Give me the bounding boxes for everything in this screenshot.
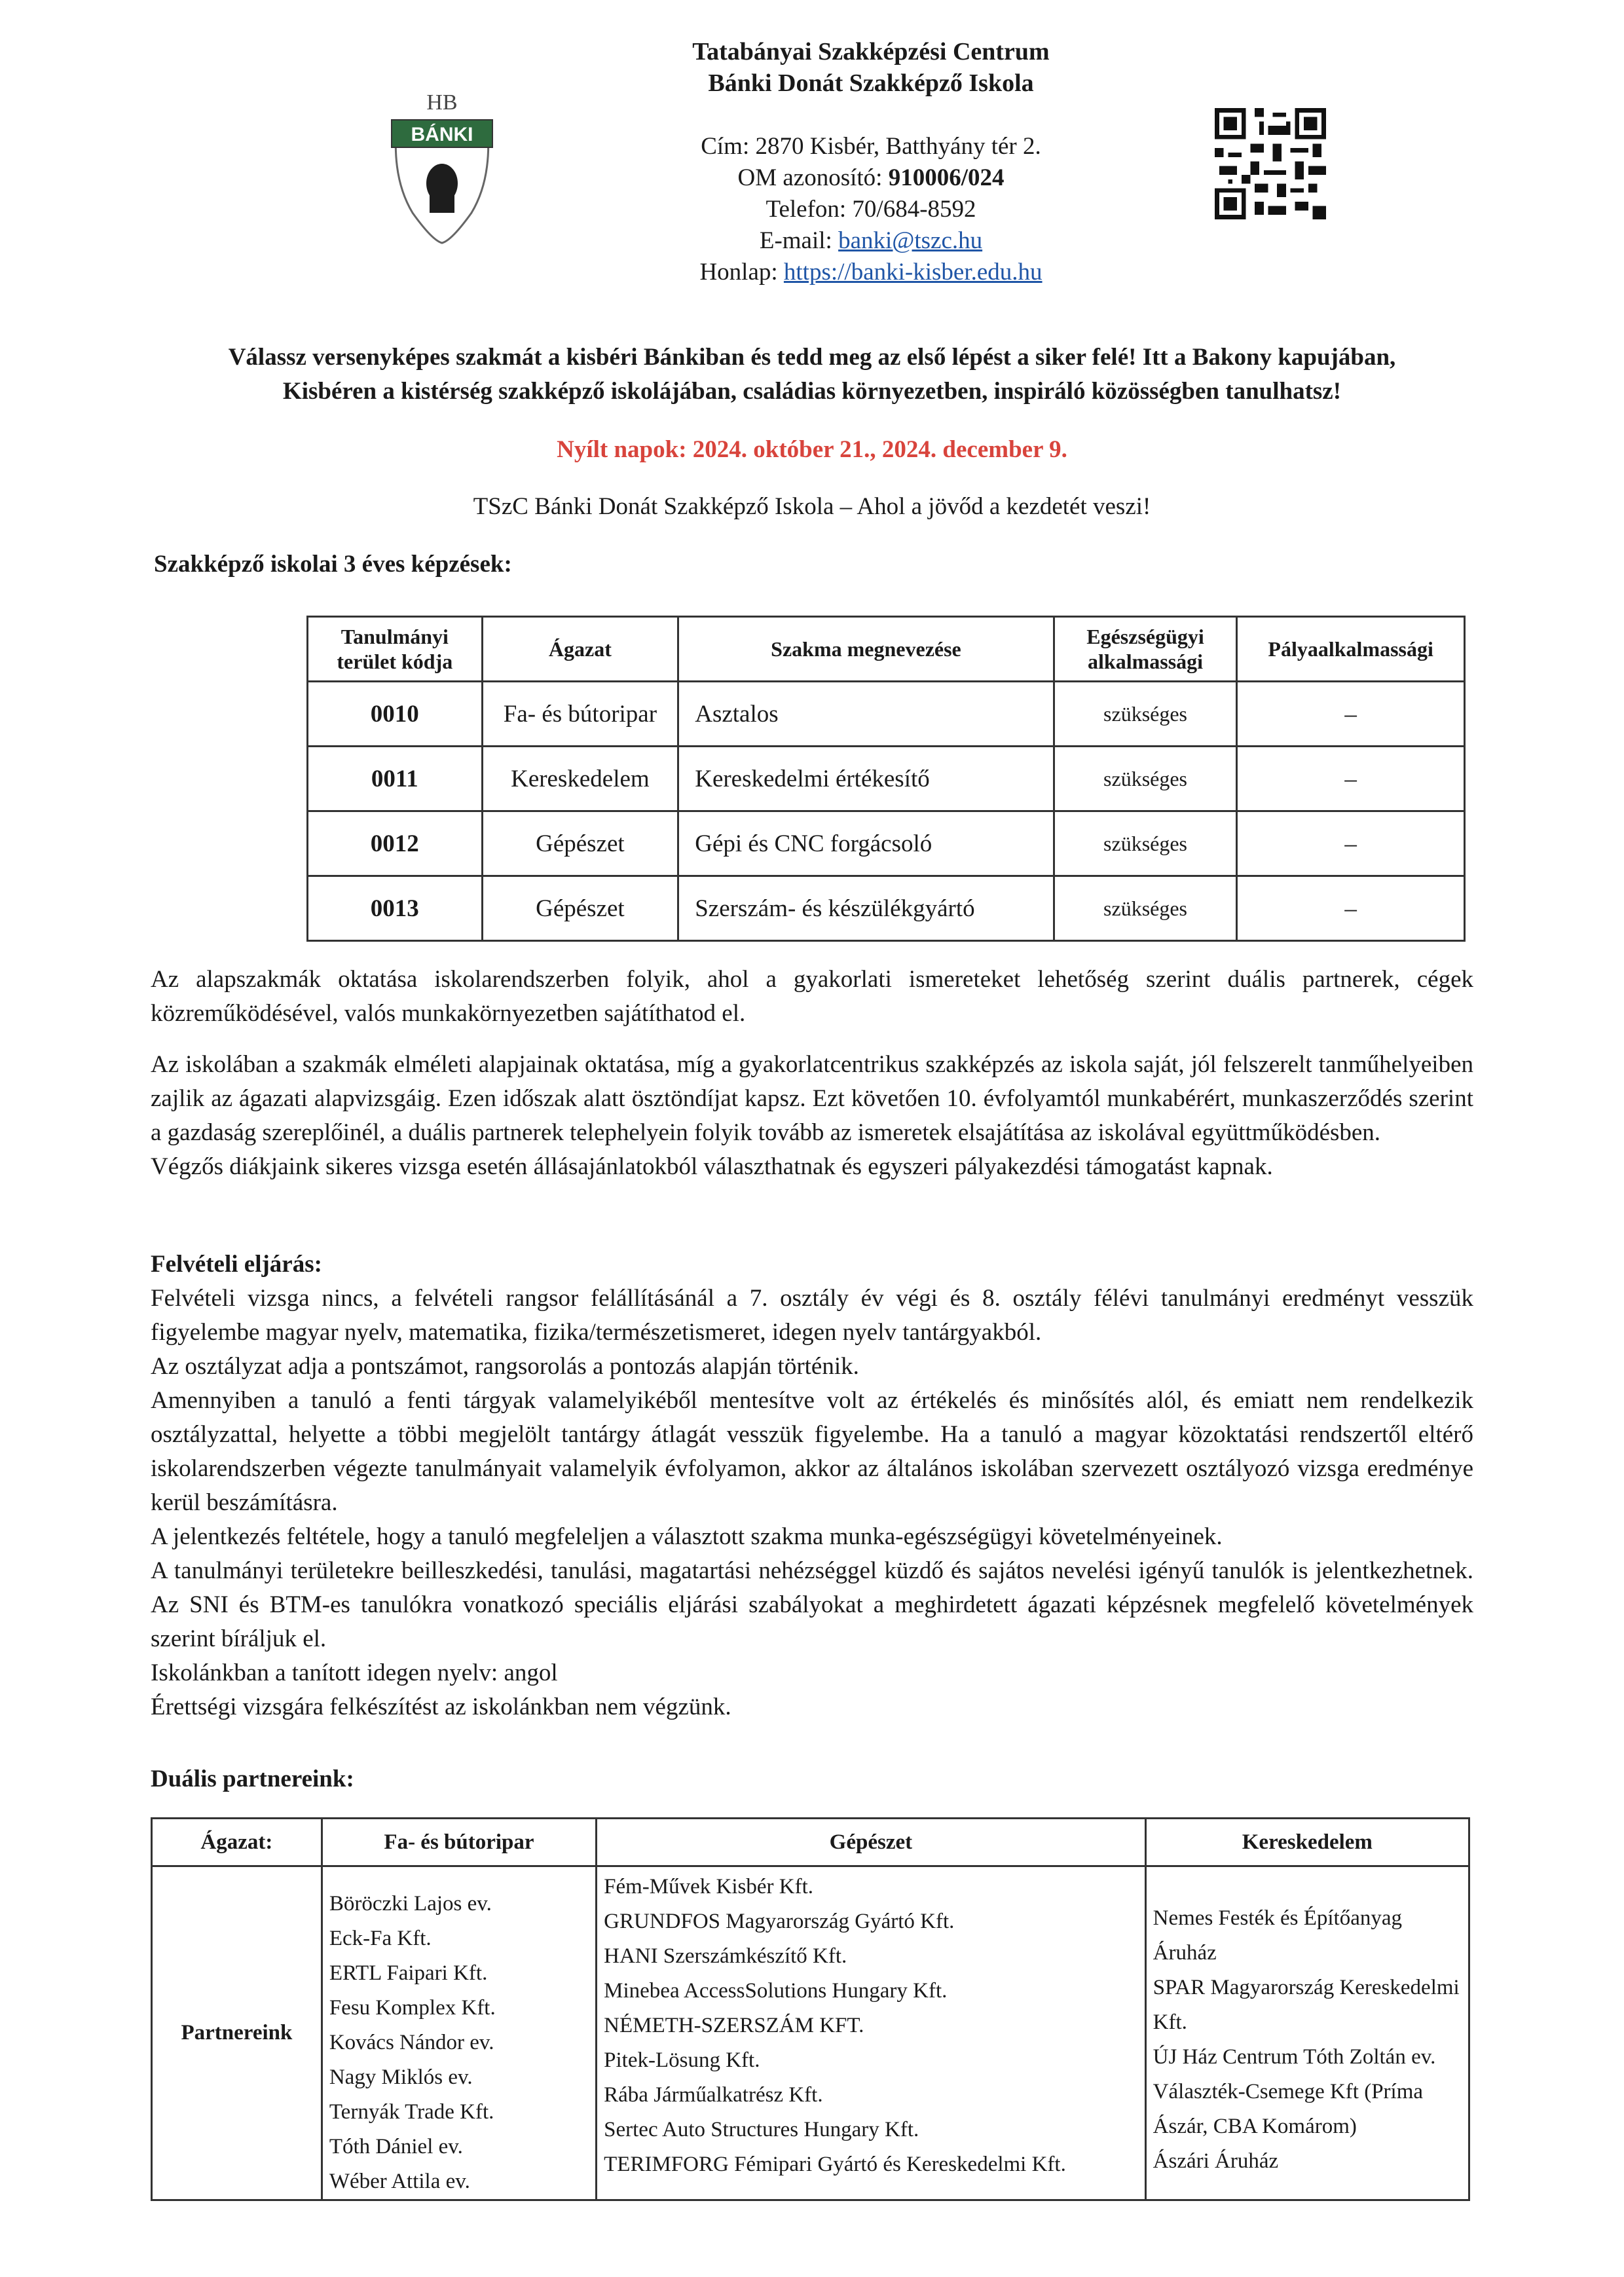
list-item: Pitek-Lösung Kft.	[604, 2048, 760, 2072]
list-item: Tóth Dániel ev.	[329, 2135, 463, 2158]
table-row: 0013 Gépészet Szerszám- és készülékgyártó szükséges –	[308, 876, 1465, 941]
list-item: TERIMFORG Fémipari Gyártó és Kereskedelmi Kft.	[604, 2153, 1066, 2176]
slogan: TSzC Bánki Donát Szakképző Iskola – Ahol a jövőd a kezdetét veszi!	[473, 493, 1151, 520]
col-profession: Szakma megnevezése	[678, 617, 1054, 682]
list-item: Sertec Auto Structures Hungary Kft.	[604, 2118, 919, 2141]
body-paragraph-2: Az iskolában a szakmák elméleti alapjainak oktatása, míg a gyakorlatcentrikus szakképzés az iskola saját, jól felszerelt tanműhelyeiben zajlik az ágazati alapvizsgáig. Ezen időszak alatt ösztöndíjat kapsz. Ezt követően 10. évfolyamtól munkabérért, munkaszerződés szerint a gazdaság szereplőinél, a duális partnerek telephelyein folyik tovább az ismeretek elsajátítása az iskolával együttműködésben. Végzős diákjaink sikeres vizsga esetén állásajánlatokból választhatnak és egyszeri pályakezdési támogatást kapnak.	[151, 1051, 1473, 1180]
school-logo	[386, 69, 498, 246]
admission-section: Felvételi eljárás: Felvételi vizsga nincs, a felvételi rangsor felállításánál a 7. osztály év végi és 8. osztály félévi tanulmányi eredményt vesszük figyelembe magyar nyelv, matematika, fizika/természetismeret, idegen nyelv tantárgyakból. Az osztályzat adja a pontszámot, rangsorolás a pontozás alapján történik. Amennyiben a tanuló a fenti tárgyak valamelyikéből mentesítve volt az értékelés és minősítés alól, és emiatt nem rendelkezik osztályzattal, helyette a többi megjelölt tantárgy átlagát vesszük figyelembe. Ha a tanuló a magyar közoktatási rendszertől eltérő iskolarendszerben végezte tanulmányait valamelyik évfolyamon, akkor az általános iskolában szervezett osztályozó vizsga eredménye kerül beszámításra. A jelentkezés feltétele, hogy a tanuló megfeleljen a választott szakma munka-egészségügyi követelményeinek. A tanulmányi területekre beilleszkedési, tanulási, magatartási nehézséggel küzdő és sajátos nevelési igényű tanulók is jelentkezhetnek. Az SNI és BTM-es tanulókra vonatkozó speciális eljárási szabályokat a meghirdetett ágazati képzésnek megfelelő követelmények szerint bíráljuk el. Iskolánkban a tanított idegen nyelv: angol Érettségi vizsgára felkészítést az iskolánkban nem végzünk.	[151, 1248, 1473, 1724]
trade-partners-list	[1153, 1901, 1462, 2179]
list-item: SPAR Magyarország Kereskedelmi Kft.	[1153, 1976, 1460, 2034]
table-header-row: Ágazat: Fa- és bútoripar Gépészet Kereskedelem	[152, 1819, 1469, 1866]
mech-partners-list	[604, 1870, 1138, 2182]
list-item: GRUNDFOS Magyarország Gyártó Kft.	[604, 1910, 955, 1933]
list-item: Választék-Csemege Kft (Príma Ászár, CBA Komárom)	[1153, 2080, 1424, 2138]
email-line: E-mail: banki@tszc.hu	[759, 227, 983, 254]
address: Cím: 2870 Kisbér, Batthyány tér 2.	[701, 133, 1041, 160]
col-code: Tanulmányi terület kódja	[308, 617, 483, 682]
list-item: NÉMETH-SZERSZÁM KFT.	[604, 2014, 864, 2037]
wood-partners-list	[329, 1887, 589, 2199]
school-header	[576, 36, 1166, 99]
table-row: 0012 Gépészet Gépi és CNC forgácsoló szükséges –	[308, 811, 1465, 876]
list-item: Rába Járműalkatrész Kft.	[604, 2083, 823, 2107]
trainings-title: Szakképző iskolai 3 éves képzések:	[154, 551, 512, 578]
body-paragraph-1: Az alapszakmák oktatása iskolarendszerben folyik, ahol a gyakorlati ismereteket lehetőség szerint duális partnerek, cégek közreműködésével, valós munkakörnyezetben sajátíthatod el.	[151, 966, 1473, 1027]
trainings-table	[306, 616, 1466, 942]
table-row: 0011 Kereskedelem Kereskedelmi értékesítő szükséges –	[308, 747, 1465, 811]
list-item: Minebea AccessSolutions Hungary Kft.	[604, 1979, 948, 2003]
qr-code-icon	[1215, 108, 1326, 219]
intro-text: Válassz versenyképes szakmát a kisbéri Bánkiban és tedd meg az első lépést a siker felé! Itt a Bakony kapujában, Kisbéren a kistérség szakképző iskolájában, családias környezetben, inspiráló közösségben tanulhatsz!	[228, 344, 1396, 405]
admission-title: Felvételi eljárás:	[151, 1251, 322, 1278]
partners-row-label: Partnereink	[152, 1866, 322, 2200]
list-item: Eck-Fa Kft.	[329, 1927, 432, 1950]
partners-title: Duális partnereink:	[151, 1766, 354, 1792]
list-item: Ternyák Trade Kft.	[329, 2100, 494, 2124]
school-name: Bánki Donát Szakképző Iskola	[708, 69, 1034, 97]
col-aptitude: Pályaalkalmassági	[1237, 617, 1465, 682]
list-item: Nagy Miklós ev.	[329, 2065, 473, 2089]
phone: Telefon: 70/684-8592	[766, 196, 976, 223]
om-id: OM azonosító: 910006/024	[737, 164, 1005, 191]
svg-text:HB: HB	[426, 90, 458, 115]
col-sector: Ágazat	[482, 617, 678, 682]
list-item: Böröczki Lajos ev.	[329, 1892, 492, 1916]
table-row: 0010 Fa- és bútoripar Asztalos szükséges –	[308, 682, 1465, 747]
col-health: Egészségügyi alkalmassági	[1054, 617, 1237, 682]
open-days: Nyílt napok: 2024. október 21., 2024. december 9.	[557, 436, 1067, 463]
institution-name: Tatabányai Szakképzési Centrum	[692, 38, 1050, 65]
table-row	[152, 1866, 1469, 2200]
contact-block	[576, 131, 1166, 288]
list-item: Fesu Komplex Kft.	[329, 1996, 496, 2020]
list-item: Ászári Áruház	[1153, 2149, 1279, 2173]
list-item: Nemes Festék és Építőanyag Áruház	[1153, 1906, 1402, 1965]
list-item: Wéber Attila ev.	[329, 2170, 470, 2193]
table-header-row	[308, 617, 1465, 682]
email-link[interactable]: banki@tszc.hu	[838, 227, 983, 254]
list-item: ÚJ Ház Centrum Tóth Zoltán ev.	[1153, 2045, 1436, 2069]
list-item: Fém-Művek Kisbér Kft.	[604, 1875, 814, 1898]
web-line: Honlap: https://banki-kisber.edu.hu	[699, 259, 1043, 286]
website-link[interactable]: https://banki-kisber.edu.hu	[783, 259, 1043, 286]
list-item: HANI Szerszámkészítő Kft.	[604, 1944, 847, 1968]
partners-table	[151, 1817, 1470, 2201]
list-item: ERTL Faipari Kft.	[329, 1961, 488, 1985]
svg-text:BÁNKI: BÁNKI	[411, 124, 473, 145]
list-item: Kovács Nándor ev.	[329, 2031, 494, 2054]
